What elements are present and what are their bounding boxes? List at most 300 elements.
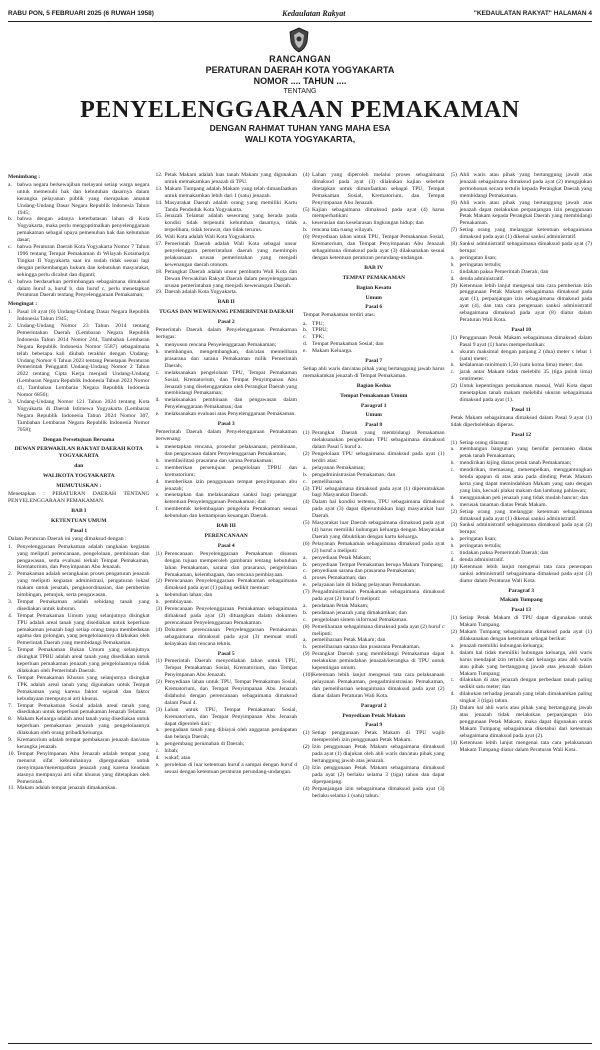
list-item-number: (2) <box>450 508 458 515</box>
list-item <box>156 342 298 349</box>
list-item-text: Tempat Pemakaman Umum yang selanjutnya disingkat TPU adalah areal tanah yang disediakan untuk keperluan pemakaman jenazah bagi setiap orang tanpa membedakan agama dan golongan, yang pengelolaannya dilakukan oleh Pemerintah Daerah yang membidangi Pemakaman. <box>17 612 150 647</box>
list-item <box>303 499 445 520</box>
list-item-text: Jenazah Telantar adalah seseorang yang berada pada kondisi tidak terpenuhi kebutuhan dasarnya, tidak terpelihara, tidak terawat, dan tidak terurus. <box>164 213 297 234</box>
list-item-number: 19. <box>155 289 163 296</box>
list-item <box>8 571 150 599</box>
list-item-text: Makam Keluarga adalah areal tanah yang disediakan untuk keperluan pemakaman jenazah yang pengelolaannya dilakukan oleh orang pribadi/keluarga. <box>17 716 150 737</box>
list-item-text: pemeliharaan. <box>312 478 344 485</box>
list-item <box>303 617 445 624</box>
list-item <box>8 716 150 737</box>
list-item-text: Setiap penggunaan Petak Makam di TPU wajib memperoleh izin penggunaan Petak Makam. <box>312 730 445 744</box>
list-item-text: membangun bangunan yang bersifat permanen diatas petak tanah Pemakaman; <box>459 446 592 460</box>
list-item-text: Pemeliharaan sebagaimana dimaksud pada ayat (2) huruf c meliputi: <box>312 623 445 637</box>
list-item-text: Perpanjangan izin sebagaimana dimaksud pada ayat (3) berlaku selama 1 (satu) tahun. <box>312 785 445 799</box>
list-item <box>303 541 445 555</box>
list-item-number: (4) <box>303 785 310 792</box>
list-item-number: 10. <box>8 750 15 757</box>
list-item <box>156 200 298 214</box>
list-item-number: b. <box>303 561 308 568</box>
list-item-text: Krematorium adalah tempat pembakaran jenazah dan/atau kerangka jenazah. <box>17 737 150 750</box>
list-item <box>156 762 298 776</box>
list-item <box>451 269 593 276</box>
list-item-text: pemeliharaan sarana dan prasarana Pemakaman. <box>312 644 421 651</box>
list-item-text: pendataan Petak Makam; <box>312 602 369 609</box>
list-item <box>303 672 445 700</box>
list-item-number: 13. <box>155 185 163 192</box>
list-item <box>156 741 298 748</box>
list-item <box>8 279 150 300</box>
list-item <box>156 592 298 599</box>
list-item-number: b. <box>450 460 455 467</box>
list-item-number: d. <box>155 755 160 762</box>
list-item <box>8 737 150 751</box>
list-item-text: Makam Tumpang sebagaimana dimaksud pada ayat (1) dilaksanakan dengan ketentuan sebagai berikut: <box>459 629 592 642</box>
list-item-text: Pemakaman adalah serangkaian proses pengaturan jenazah yang meliputi kegiatan administrasi, pengaturan lokasi makam untuk jenazah, pengkoordinasian, dan pemberian bimbingan, petunjuk, serta pengawasan. <box>17 571 150 599</box>
list-item-text: jenazah memiliki hubungan keluarga; <box>459 642 544 649</box>
list-item-number: 16. <box>155 234 163 241</box>
list-item-number: a. <box>450 348 455 355</box>
list-item <box>451 502 593 509</box>
list-item <box>451 740 593 754</box>
section-heading: Pasal 10 <box>511 326 532 333</box>
list-item-text: dilakukan di atas jenazah dengan perbedaan tanah paling sedikit satu meter; dan <box>459 677 592 691</box>
list-item-number: (2) <box>155 679 163 686</box>
list-item <box>303 730 445 744</box>
list-item <box>451 383 593 404</box>
list-item-number: 11. <box>8 785 15 792</box>
list-item <box>303 479 445 486</box>
list-item-text: kebutuhan lahan; dan <box>164 592 213 599</box>
list-item-text: pembiayaan. <box>164 599 193 606</box>
list-item-text: Tempat Pemakaman Bukan Umum yang selanjutnya disingkat TPBU adalah areal tanah yang disediakan untuk keperluan pemakaman jenazah yang pengelolaannya tidak dilakukan oleh Pemerintah Daerah. <box>17 647 150 675</box>
list-item <box>303 610 445 617</box>
list-item-text: Penyelenggaraan Pemakaman adalah rangkaian kegiatan yang meliputi perencanaan, pengelolaan, pembinaan dan pengawasan, serta evaluasi terkait Tempat Pemakaman, Krematorium, dan Penyimpanan Abu Jenazah. <box>17 543 150 571</box>
column-4 <box>451 172 593 1040</box>
paragraph: Pemerintah Daerah dalam Penyelenggaraan Pemakaman berwenang: <box>155 429 297 442</box>
list-item-text: Masyarakat Daerah adalah orang yang memiliki Kartu Tanda Penduduk Kota Yogyakarta. <box>164 199 297 213</box>
list-item-text: tindakan paksa Pemerintah Daerah; dan <box>459 268 549 275</box>
list-item-number: a. <box>303 320 307 327</box>
list-item <box>451 241 593 255</box>
list-item-text: membangun, mengembangkan, dan/atau memelihara prasarana dan sarana Pemakaman milik Pemerintah Daerah; <box>164 349 297 369</box>
list-item <box>156 727 298 741</box>
list-item <box>156 755 298 762</box>
list-item <box>8 613 150 648</box>
section-heading: WALIKOTA YOGYAKARTA <box>42 473 115 480</box>
list-item <box>156 411 298 418</box>
list-item-text: penyediaan sarana dan prasarana Pemakaman; <box>312 568 416 575</box>
list-item-number: (2) <box>450 383 458 390</box>
list-item-number: d. <box>155 397 160 404</box>
list-item-text: TPU sebagaimana dimaksud pada ayat (1) diperuntukkan bagi Masyarakat Daerah. <box>312 485 445 499</box>
list-item <box>156 658 298 679</box>
list-item <box>451 172 593 200</box>
section-heading: BAB II <box>217 299 235 306</box>
list-item <box>156 241 298 269</box>
list-item <box>451 615 593 629</box>
list-item-number: (5) <box>450 172 458 178</box>
list-item-text: mendirikan kijing diatas petak tanah Pemakaman; <box>459 460 572 467</box>
list-item-text: Pemerintah Daerah menyediakan lahan untuk TPU, Tempat Pemakaman Sosial, Krematorium, dan Tempat Penyimpanan Abu Jenazah. <box>164 658 297 679</box>
list-item-text: pengembang perumahan di Daerah; <box>164 741 245 748</box>
list-item-number: c. <box>450 550 455 557</box>
list-item-number: 2. <box>8 323 13 330</box>
list-item-number: e. <box>303 582 307 589</box>
list-item-number: c. <box>303 478 307 485</box>
list-item-text: Lahan yang diperoleh melalui proses sebagaimana dimaksud pada ayat (3) dilakukan kajian sebelum ditetapkan untuk dimanfaatkan sebagai TPU, Tempat Pemakaman Sosial, Krematorium, dan Tempat Penyimpanan Abu Jenazah. <box>312 172 445 206</box>
title-mayor: WALI KOTA YOGYAKARTA, <box>244 134 356 144</box>
list-item-number: (1) <box>450 334 458 341</box>
list-item <box>303 555 445 562</box>
list-item-number: 12. <box>155 172 163 178</box>
list-item <box>451 564 593 585</box>
list-item-text: perolehan di luar ketentuan huruf a sampai dengan huruf d sesuai dengan ketentuan peraturan perundang-undangan. <box>164 762 297 775</box>
list-item-number: 4. <box>8 612 13 619</box>
list-item <box>156 172 298 186</box>
list-item <box>8 244 150 279</box>
list-item <box>451 705 593 740</box>
section-heading: Dengan Persetujuan Bersama <box>43 436 115 443</box>
list-item-number: b. <box>450 362 455 369</box>
list-item <box>303 582 445 589</box>
list-item-text: Izin penggunaan Petak Makam sebagaimana dimaksud pada ayat (2) berlaku selama 3 (tiga) tahun dan dapat diperpanjang. <box>312 764 445 785</box>
list-item-number: c. <box>450 268 455 275</box>
list-item-number: c. <box>303 616 307 623</box>
list-item-number: (4) <box>303 499 310 506</box>
list-item <box>451 460 593 467</box>
list-item-number: c. <box>450 467 455 474</box>
list-item <box>303 637 445 644</box>
list-item-text: Setiap Petak Makam di TPU dapat digunakan untuk Makam Tumpang. <box>459 615 592 629</box>
list-item <box>156 606 298 627</box>
list-item <box>303 589 445 603</box>
list-item <box>8 703 150 717</box>
list-item-text: menggunakan peti jenazah yang tidak mudah hancur; dan <box>459 494 589 501</box>
list-item <box>451 557 593 564</box>
list-item <box>303 568 445 575</box>
list-item <box>451 262 593 269</box>
list-item <box>303 765 445 786</box>
list-item-number: c. <box>155 748 160 755</box>
list-item-text: Penyediaan lahan untuk TPU, Tempat Pemakaman Sosial, Krematorium, dan Tempat Penyimpanan Abu Jenazah didahului dengan perencanaan sebagaimana dimaksud dalam Pasal 4. <box>164 679 297 706</box>
list-item <box>156 269 298 290</box>
list-item <box>451 200 593 228</box>
list-item <box>451 643 593 650</box>
list-item-number: (5) <box>303 520 310 527</box>
list-item <box>451 677 593 691</box>
list-item-text: denda administratif. <box>459 556 505 563</box>
list-item-text: Dalam hal ahli waris atau pihak yang bertanggung jawab atas jenazah tidak melakukan perpanjangan izin penggunaan Petak Makam, maka dapat digunakan untuk Makam Tumpang sebagaimana diketahui dari ketentuan sebagaimana dimaksud pada ayat (2). <box>459 705 592 739</box>
list-item <box>303 472 445 479</box>
list-item-text: mendirikan, memasang, menempelkan, menggantungkan benda apapun di atas atau pada dinding Petak Makam kerta yang dapat memindahkan Makam yang satu dengan yang lain, kecuali plakat makam dan lambang pahlawan; <box>459 467 592 494</box>
list-item-text: membentuk kelembagaan pengelola Pemakaman sesuai kebutuhan dan kemampuan keuangan Daerah. <box>164 506 297 520</box>
list-item-text: Makam Tumpang adalah Makam yang telah dimanfaatkan untuk memakamkan lebih dari 1 (satu) jenazah. <box>164 185 297 199</box>
list-item-text: pengelolaan sistem informasi Pemakaman. <box>312 616 408 623</box>
list-item-number: a. <box>303 464 307 471</box>
list-item <box>303 172 445 207</box>
list-item-number: b. <box>155 349 160 356</box>
list-item <box>303 624 445 638</box>
section-heading: Pasal 8 <box>365 422 383 429</box>
list-item <box>303 321 445 328</box>
list-item-number: 5. <box>8 647 13 654</box>
list-item-text: pelayanan Pemakaman; <box>312 464 365 471</box>
list-item-text: TPK; <box>312 334 325 341</box>
regulation-title-block <box>0 54 600 145</box>
section-heading: KETENTUAN UMUM <box>51 517 107 524</box>
list-item-number: e. <box>155 492 160 499</box>
coat-of-arms-icon <box>288 27 310 53</box>
list-item <box>156 627 298 648</box>
list-item-text: Izin penggunaan Petak Makam sebagaimana dimaksud pada ayat (1) diajukan oleh ahli waris dan/atau pihak yang bertanggung jawab atas jenazah. <box>312 744 445 764</box>
list-item <box>8 785 150 792</box>
list-item-text: penyediaan Petak Makam; <box>312 554 372 561</box>
list-item-text: Tempat Pemakaman Sosial; dan <box>312 341 384 348</box>
list-item <box>451 349 593 363</box>
list-item <box>303 562 445 569</box>
list-item <box>8 751 150 786</box>
list-item-text: peringatan lisan; <box>459 536 497 543</box>
list-item-text: hibah; <box>164 748 179 755</box>
list-item <box>303 334 445 341</box>
list-item-number: (6) <box>450 199 458 206</box>
list-item-number: (4) <box>450 563 458 570</box>
list-item-number: (3) <box>303 485 310 492</box>
list-item-text: Undang-Undang Nomor 121 Tahun 2024 tentang Kota Yogyakarta di Daerah Istimewa Yogyakarta (Lembaran Negara Republik Indonesia Tahun 2024 Nomor 307, Tambahan Lembaran Negara Republik Indonesia Nomor 7058); <box>17 399 150 433</box>
masthead-logo: Kedaulatan Rakyat <box>282 8 346 18</box>
list-item-number: a. <box>303 220 307 227</box>
list-item-text: Wali Kota adalah Wali Kota Yogyakarta. <box>164 234 256 241</box>
section-heading: Tempat Pemakaman Umum <box>340 392 408 399</box>
section-heading: Paragraf 1 <box>360 402 387 409</box>
list-item-text: Perencanaan Penyelenggaraan Pemakaman disusun dengan tujuan memperoleh gambaran tentang kebutuhan lahan Pemakaman, sarana dan prasarana, pengelolaan Pemakaman, kelembagaan, dan rencana pembiayaan. <box>164 550 297 578</box>
list-item-number: 3. <box>8 399 13 405</box>
list-item <box>8 182 150 217</box>
list-item-number: (3) <box>155 606 163 613</box>
section-heading: Pasal 11 <box>511 406 531 413</box>
list-item-number: a. <box>155 592 160 599</box>
list-item-number: a. <box>303 602 307 609</box>
list-item <box>156 492 298 506</box>
list-item <box>156 370 298 398</box>
list-item-number: (2) <box>155 578 163 585</box>
section-heading: Umum <box>365 294 382 301</box>
list-item <box>303 651 445 672</box>
list-item-number: (8) <box>450 241 458 248</box>
list-item-number: 9. <box>8 737 13 744</box>
list-item-number: a. <box>303 637 307 644</box>
list-item <box>156 551 298 579</box>
list-item-text: Tempat Pemakaman Khusus yang selanjutnya disingkat TPK adalah areal tanah yang digunakan untuk Tempat Pemakaman yang karena faktor sejarah dan faktor kebudayaan mempunyai arti khusus. <box>17 674 150 702</box>
list-item-text: menetapkan dan melaksanakan sanksi bagi pelanggar ketentuan Penyelenggaraan Pemakaman; dan <box>164 492 297 506</box>
list-item-text: melaksanakan evaluasi atas Penyelenggaraan Pemakaman. <box>164 411 296 418</box>
list-item-text: keserasian dan keselarasan lingkungan hidup; dan <box>312 220 424 227</box>
list-item-number: b. <box>155 457 160 464</box>
list-item-number: 7. <box>8 702 13 709</box>
paragraph: Pemerintah Daerah dalam Penyelenggaraan Pemakaman bertugas: <box>155 327 297 340</box>
list-item-text: dilakukan terhadap jenazah yang telah dimakamkan paling singkat 3 (tiga) tahun. <box>459 691 592 705</box>
list-item-number: b. <box>8 216 13 223</box>
list-item-number: 2. <box>8 571 13 578</box>
list-item-text: Pengelolaan TPU sebagaimana dimaksud pada ayat (1) terdiri atas: <box>312 451 445 464</box>
list-item-number: b. <box>450 261 455 268</box>
list-item-text: peringatan tertulis; <box>459 543 502 550</box>
list-item-number: (3) <box>450 705 458 712</box>
list-item-text: Daerah adalah Kota Yogyakarta. <box>164 289 238 296</box>
list-item-number: (4) <box>303 172 310 178</box>
section-heading: Pasal 3 <box>217 421 235 428</box>
list-item-number: c. <box>303 568 307 575</box>
list-item-text: jarak antar Makam tidak melebihi 35 (tiga puluh lima) centimeter. <box>459 369 592 383</box>
list-item <box>303 744 445 765</box>
list-item <box>156 349 298 370</box>
list-item-text: Dokumen perencanaan Penyelenggaraan Pemakaman sebagaimana dimaksud pada ayat (3) memuat studi kelayakan dan rencana teknis. <box>164 626 297 647</box>
list-item-text: Perangkat Daerah adalah unsur pembantu Wali Kota dan Dewan Perwakilan Rakyat Daerah dalam penyelenggaraan urusan pemerintahan yang menjadi kewenangan Daerah. <box>164 268 297 289</box>
section-heading: Pasal 6 <box>365 304 383 311</box>
list-item-number: e. <box>450 501 455 508</box>
list-item <box>156 479 298 493</box>
list-item <box>303 220 445 227</box>
list-item <box>451 446 593 460</box>
section-heading: Umum <box>365 412 382 419</box>
list-item-text: Masyarakat luar Daerah sebagaimana dimaksud pada ayat (4) harus memiliki hubungan keluarga dengan Masyarakat Daerah yang dibuktikan dengan kartu keluarga. <box>312 520 445 540</box>
list-item <box>8 599 150 613</box>
list-item-number: 1. <box>8 543 13 550</box>
column-3 <box>303 172 445 1040</box>
list-item-text: Setiap orang dilarang: <box>459 439 509 446</box>
list-item-number: b. <box>303 227 308 234</box>
list-item-number: a. <box>303 554 307 561</box>
list-item-number: a. <box>8 181 12 188</box>
list-item <box>156 289 298 296</box>
list-item <box>303 430 445 451</box>
section-heading: Pasal 9 <box>365 722 383 729</box>
list-item-number: a. <box>450 536 455 543</box>
list-item-number: (3) <box>155 706 163 713</box>
section-heading: Bagian Kedua <box>356 382 391 389</box>
issue-date: RABU PON, 5 FEBRUARI 2025 (6 RUWAH 1958) <box>8 9 154 17</box>
list-item <box>156 213 298 234</box>
list-item-text: Tempat Pemakaman Sosial adalah areal tanah yang disediakan untuk keperluan pemakaman Jenazah Telantar. <box>17 702 150 716</box>
list-item-text: menyusun rencana Penyelenggaraan Pemakaman; <box>164 342 277 349</box>
list-item <box>156 234 298 241</box>
list-item-number: b. <box>155 741 160 748</box>
list-item-number: f. <box>155 506 159 513</box>
list-item-text: Makam Keluarga. <box>312 348 353 355</box>
list-item-number: c. <box>303 334 307 341</box>
list-item <box>156 444 298 458</box>
list-item-text: kedalaman minimum 1,50 (satu koma lima) meter; dan <box>459 362 583 369</box>
list-item-number: d. <box>303 341 308 348</box>
list-item-text: bahwa negara berkewajiban melayani setiap warga negara untuk memenuhi hak dan kebutuhan dasarnya dalam kerangka pelayanan publik yang merupakan amanat Undang-Undang Dasar Negara Republik Indonesia Tahun 1945; <box>17 181 150 216</box>
list-item-text: memfasilitasi prasarana dan sarana Pemakaman; <box>164 457 273 464</box>
section-heading: DEWAN PERWAKILAN RAKYAT DAERAH KOTA YOGYAKARTA <box>14 446 143 460</box>
list-item-text: Perencanaan Penyelenggaraan Pemakaman sebagaimana dimaksud pada ayat (2) dituangkan dalam dokumen perencanaan Penyelenggaraan Pemakaman. <box>164 606 297 626</box>
list-item-number: 8. <box>8 716 13 723</box>
list-item <box>451 467 593 495</box>
list-item <box>8 675 150 703</box>
list-item <box>303 234 445 262</box>
list-item-text: pelayanan lain di bidang pelayanan Pemakaman. <box>312 582 422 589</box>
list-item <box>303 451 445 465</box>
list-item-text: Ketentuan lebih lanjut mengenai tata cara pelaksanaan pelayanan Pemakaman, pengadministrasian Pemakaman, dan pemeliharaan sebagaimana dimaksud pada ayat (2) diatur dalam Peraturan Wali Kota. <box>312 672 445 699</box>
list-item-text: denda administratif. <box>459 275 505 282</box>
list-item-text: Perangkat Daerah yang membidangi Pemakaman dapat melakukan pemindahan jenazah/kerangka di TPU untuk kepentingan umum. <box>312 651 445 672</box>
list-item <box>303 227 445 234</box>
list-item <box>451 227 593 241</box>
list-item <box>303 603 445 610</box>
list-item-number: (3) <box>450 522 458 529</box>
list-item <box>451 283 593 324</box>
list-item-text: Dalam hal kondisi tertentu, TPU sebagaimana dimaksud pada ayat (3) dapat diperuntukkan bagi masyarakat luar Daerah. <box>312 499 445 520</box>
list-item-text: Perencanaan Penyelenggaraan Pemakaman sebagaimana dimaksud pada ayat (1) paling sedikit memuat: <box>164 578 297 592</box>
paragraph: Menetapkan : PERATURAN DAERAH TENTANG PENYELENGGARAAN PEMAKAMAN. <box>8 490 150 504</box>
list-item <box>303 520 445 541</box>
list-item <box>8 544 150 572</box>
list-item <box>451 495 593 502</box>
list-item-text: Ketentuan lebih lanjut mengenai tata cara pemberian izin penggunaan Petak Makam sebagaimana dimaksud pada ayat (1), perpanjangan izin sebagaimana dimaksud pada ayat (4), dan tata cara pengenaan sanksi administratif sebagaimana dimaksud pada ayat (8) diatur dalam Peraturan Wali Kota. <box>459 282 592 324</box>
paragraph: Setiap ahli waris dan/atau pihak yang bertanggung jawab harus memakamkan jenazah di Tempat Pemakaman. <box>303 365 445 379</box>
list-item-number: (1) <box>303 730 310 737</box>
list-item <box>8 323 150 399</box>
section-heading: Pasal 1 <box>70 527 88 534</box>
list-item-number: (10) <box>303 672 313 679</box>
list-item-text: Penyediaan lahan untuk TPU, Tempat Pemakaman Sosial, Krematorium, dan Tempat Penyimpanan Abu Jenazah sebagaimana dimaksud pada ayat (3) dilaksanakan sesuai dengan ketentuan peraturan perundang-undangan. <box>312 234 445 261</box>
list-item-number: c. <box>450 677 455 684</box>
list-item-number: (1) <box>155 658 163 665</box>
list-item-number: d. <box>303 575 308 582</box>
list-item-text: bahwa dengan adanya keterbatasan lahan di Kota Yogyakarta, maka perlu mengoptimalkan penyelenggaraan pemakaman sebagai upaya pemenuhan hak dan kebutuhan dasar; <box>17 216 150 244</box>
section-heading: Pasal 13 <box>511 607 532 614</box>
list-item-number: c. <box>450 369 455 376</box>
list-item <box>451 522 593 536</box>
list-item-text: Pemerintah Daerah adalah Wali Kota sebagai unsur penyelenggara pemerintahan daerah yang memimpin pelaksanaan urusan pemerintahan yang menjadi kewenangan daerah otonom. <box>164 241 297 268</box>
section-heading: Makam Tumpang <box>499 597 543 604</box>
list-item-number: d. <box>450 691 455 698</box>
list-item-text: memberikan persetujuan pengelolaan TPBU dan krematorium; <box>164 464 297 478</box>
list-item-number: e. <box>303 348 307 355</box>
list-item-number: b. <box>303 327 308 334</box>
list-item-number: (1) <box>303 430 310 437</box>
list-item <box>303 575 445 582</box>
paragraph: Petak Makam sebagaimana dimaksud dalam Pasal 9 ayat (1) tidak diperbolehkan diperas. <box>450 414 592 428</box>
list-item-text: merusak tanaman diatas Petak Makam. <box>459 501 547 508</box>
list-item-number: a. <box>155 727 160 734</box>
list-item-number: 1. <box>8 309 13 316</box>
list-item-text: Untuk kepentingan pemakaman massal, Wali Kota dapat menetapkan tanah makam melebihi ukuran sebagaimana dimaksud pada ayat (1). <box>459 383 592 403</box>
title-draft: RANCANGAN <box>269 54 331 64</box>
title-about: TENTANG <box>283 88 317 95</box>
list-item-number: 14. <box>155 199 163 206</box>
section-heading: TUGAS DAN WEWENANG PEMERINTAH DAERAH <box>159 309 294 316</box>
section-heading: Paragraf 3 <box>508 587 535 594</box>
list-item-number: d. <box>450 556 455 563</box>
list-item-text: wakaf; atau <box>164 755 191 762</box>
section-heading: Pasal 4 <box>217 542 235 549</box>
list-item-text: Setiap orang yang melanggar ketentuan sebagaimana dimaksud pada ayat (1) dikenai sanksi administratif. <box>459 227 592 241</box>
list-item-text: Kajian sebagaimana dimaksud pada ayat (4) harus memperhatikan: <box>312 206 445 220</box>
section-heading: Pasal 2 <box>217 319 235 326</box>
list-item-text: Lahan untuk TPU, Tempat Pemakaman Sosial, Krematorium, dan Tempat Penyimpanan Abu Jenazah dapat diperoleh dari: <box>164 706 297 727</box>
header-rule <box>8 21 592 22</box>
list-item-text: penyediaan Tempat Pemakaman berupa Makam Tumpang; <box>312 561 444 568</box>
title-preamble: DENGAN RAHMAT TUHAN YANG MAHA ESA <box>209 123 391 133</box>
list-item <box>303 644 445 651</box>
list-item <box>156 578 298 592</box>
page-header <box>8 6 592 20</box>
list-item-text: Tempat Pemakaman adalah sebidang tanah yang disediakan untuk kuburan. <box>17 598 150 612</box>
list-item-text: tindakan paksa Pemerintah Daerah; dan <box>459 550 549 557</box>
